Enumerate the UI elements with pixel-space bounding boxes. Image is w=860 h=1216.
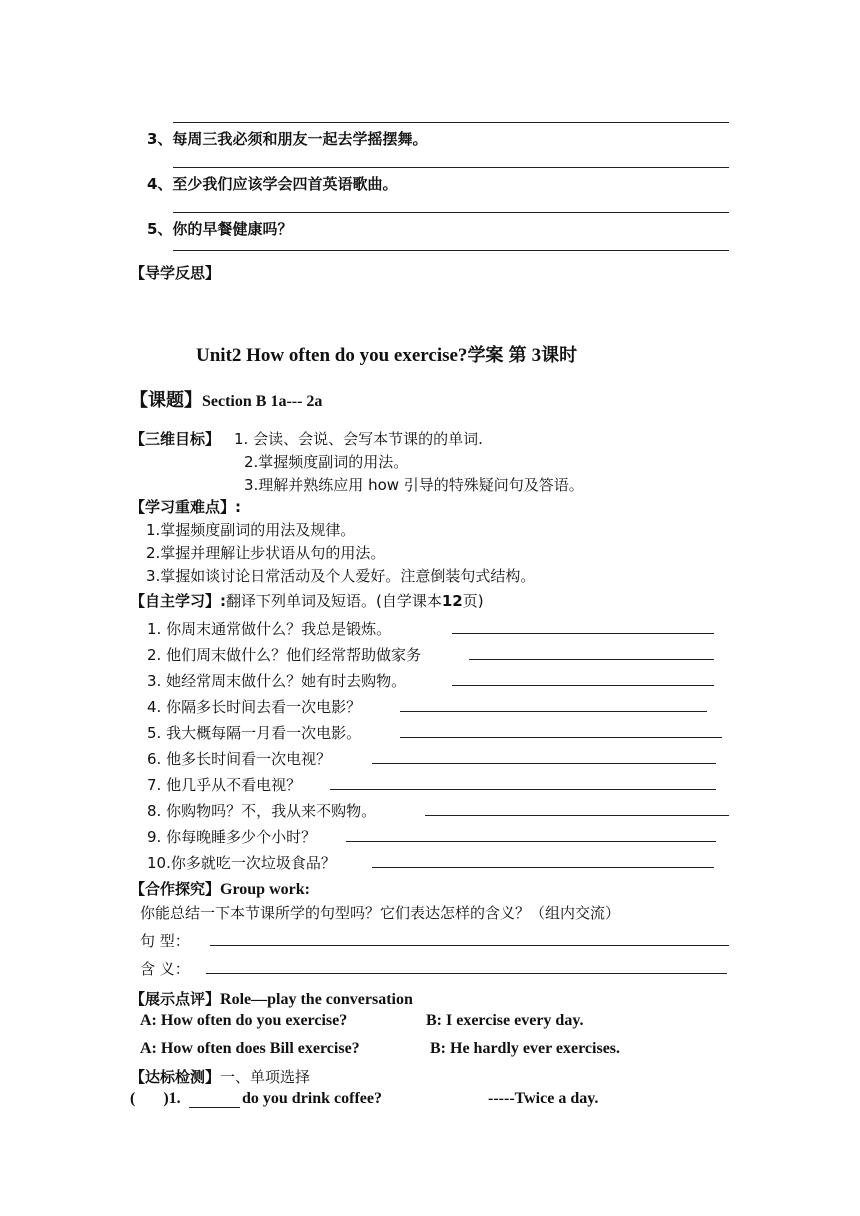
meaning-label: 含 义： — [140, 960, 190, 978]
goal-item: 2.掌握频度副词的用法。 — [244, 453, 409, 471]
group-work-heading — [130, 878, 310, 899]
exercise-item: 6. 他多长时间看一次电视？ — [147, 750, 332, 768]
answer-line — [173, 212, 729, 213]
exercise-item: 3. 她经常周末做什么？她有时去购物。 — [147, 672, 407, 690]
title-en: Unit2 How often do you exercise? — [196, 345, 468, 366]
exercise-item: 4. 你隔多长时间去看一次电影？ — [147, 698, 362, 716]
goals-label: 【三维目标】 — [130, 430, 221, 448]
topic-row — [130, 386, 322, 412]
key-points-label: 【学习重难点】: — [130, 498, 241, 516]
answer-line — [173, 167, 729, 168]
q1-answer: -----Twice a day. — [488, 1090, 599, 1107]
self-study-page-num: 12 — [441, 592, 463, 610]
self-study-heading — [130, 590, 484, 611]
answer-blank[interactable] — [346, 841, 716, 842]
exercise-item: 2. 他们周末做什么？他们经常帮助做家务 — [147, 646, 422, 664]
role-play-heading — [130, 988, 413, 1009]
key-point-item: 1.掌握频度副词的用法及规律。 — [146, 521, 356, 539]
goal-item: 3.理解并熟练应用 how 引导的特殊疑问句及答语。 — [244, 476, 584, 494]
self-study-instruction: 翻译下列单词及短语。(自学课本 — [226, 592, 442, 610]
title-lesson-tail: 课时 — [541, 345, 578, 366]
self-study-label: 【自主学习】: — [130, 592, 226, 610]
sentence-4: 4、至少我们应该学会四首英语歌曲。 — [147, 175, 398, 193]
topic-label: 【课题】 — [130, 390, 202, 411]
group-work-label: 【合作探究】 — [130, 880, 221, 898]
key-point-item: 2.掌握并理解让步状语从句的用法。 — [146, 544, 386, 562]
answer-blank[interactable] — [452, 633, 714, 634]
exercise-item: 1. 你周末通常做什么？我总是锻炼。 — [147, 620, 392, 638]
reflection-heading: 【导学反思】 — [130, 264, 221, 282]
pattern-blank[interactable] — [210, 945, 729, 946]
title-lesson: 第 — [508, 345, 527, 366]
dialogue-b: B: I exercise every day. — [426, 1012, 584, 1029]
q1-paren: ( )1. — [130, 1090, 181, 1107]
key-point-item: 3.掌握如谈讨论日常活动及个人爱好。注意倒装句式结构。 — [146, 567, 536, 585]
group-work-question: 你能总结一下本节课所学的句型吗？它们表达怎样的含义？（组内交流） — [140, 904, 621, 922]
sentence-5: 5、你的早餐健康吗？ — [147, 220, 293, 238]
exercise-item: 7. 他几乎从不看电视？ — [147, 776, 302, 794]
title-lesson-num: 3 — [531, 345, 542, 366]
page-title — [196, 341, 577, 367]
answer-blank[interactable] — [400, 737, 722, 738]
dialogue-a: A: How often do you exercise? — [140, 1012, 348, 1029]
test-label: 【达标检测】 — [130, 1068, 221, 1086]
test-heading — [130, 1066, 310, 1087]
answer-blank[interactable] — [372, 867, 714, 868]
q1-blank[interactable] — [189, 1107, 240, 1108]
answer-blank[interactable] — [469, 659, 714, 660]
title-zh: 学案 — [467, 345, 504, 366]
pattern-label: 句 型： — [140, 932, 190, 950]
role-play-label: 【展示点评】 — [130, 990, 221, 1008]
dialogue-a: A: How often does Bill exercise? — [140, 1040, 360, 1057]
answer-blank[interactable] — [452, 685, 714, 686]
answer-line — [173, 250, 729, 251]
answer-line — [173, 122, 729, 123]
test-sub: 一、单项选择 — [220, 1068, 311, 1086]
answer-blank[interactable] — [400, 711, 707, 712]
goal-item: 1. 会读、会说、会写本节课的的单词. — [234, 430, 483, 448]
role-play-label-en: Role—play the conversation — [220, 991, 413, 1008]
group-work-label-en: Group work: — [220, 881, 310, 898]
exercise-item: 5. 我大概每隔一月看一次电影。 — [147, 724, 362, 742]
answer-blank[interactable] — [330, 789, 716, 790]
exercise-item: 9. 你每晚睡多少个小时？ — [147, 828, 317, 846]
exercise-item: 8. 你购物吗？不，我从来不购物。 — [147, 802, 377, 820]
topic-value: Section B 1a--- 2a — [202, 393, 323, 410]
exercise-item: 10.你多就吃一次垃圾食品？ — [147, 854, 336, 872]
meaning-blank[interactable] — [206, 973, 727, 974]
sentence-3: 3、每周三我必须和朋友一起去学摇摆舞。 — [147, 130, 428, 148]
answer-blank[interactable] — [425, 815, 729, 816]
dialogue-b: B: He hardly ever exercises. — [430, 1040, 621, 1057]
q1-text: do you drink coffee? — [242, 1090, 382, 1107]
answer-blank[interactable] — [372, 763, 716, 764]
self-study-instruction-tail: 页) — [462, 592, 484, 610]
